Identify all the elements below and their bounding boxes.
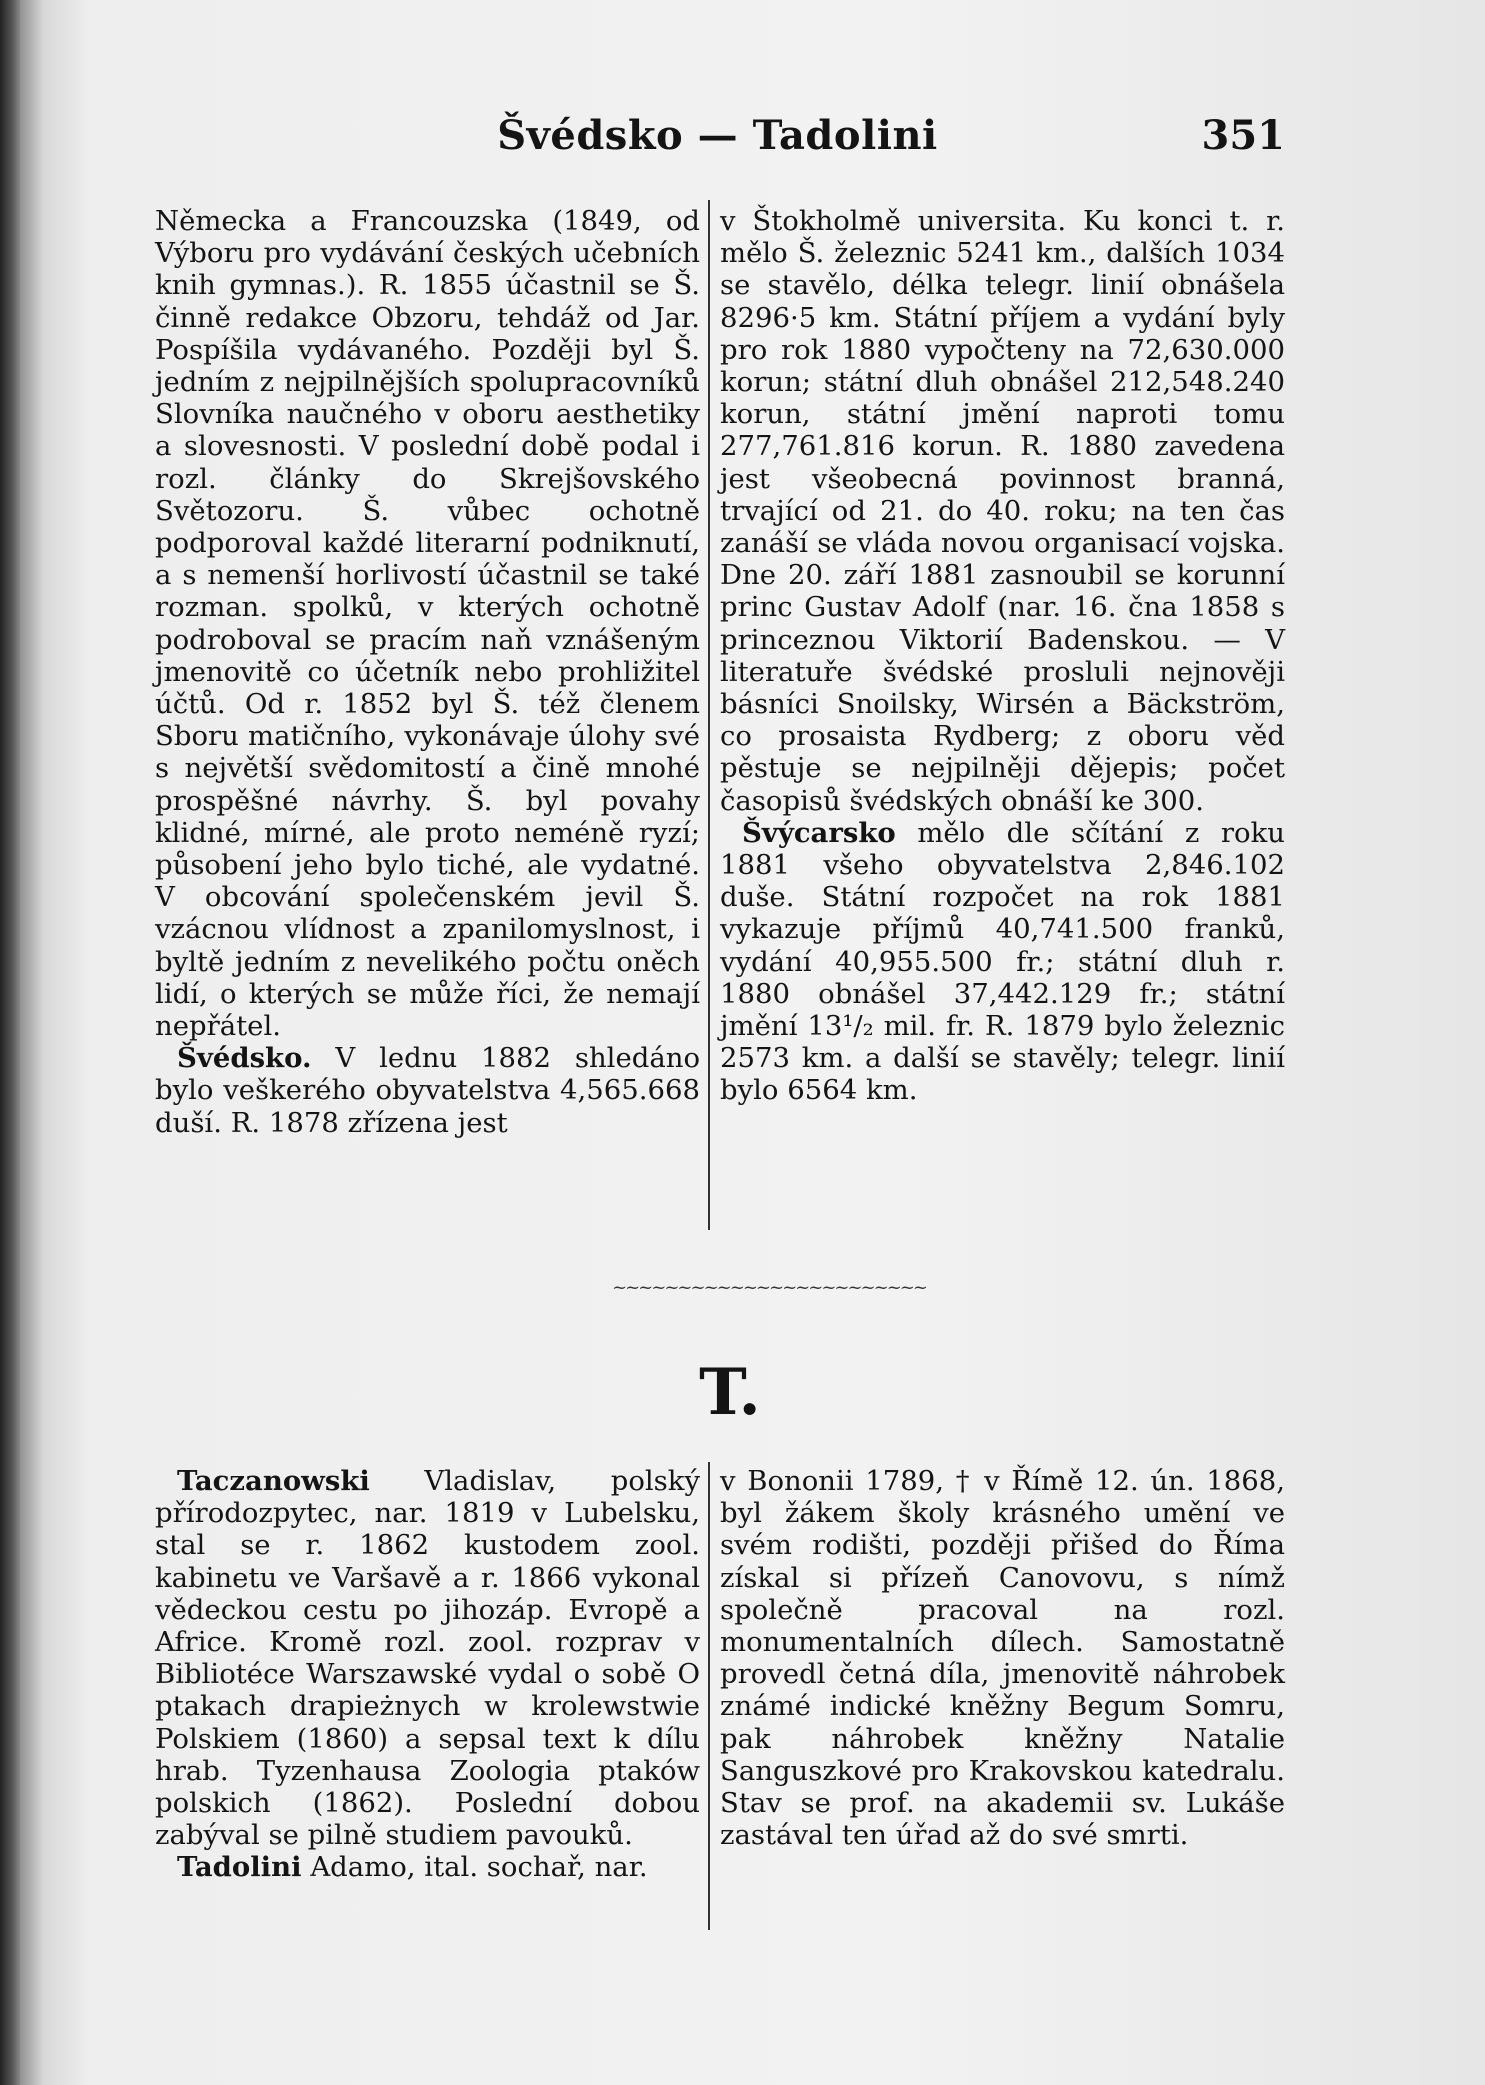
left-column-bottom	[155, 1465, 700, 1884]
header-title: Švédsko — Tadolini	[497, 112, 938, 159]
column-divider-bottom	[708, 1462, 710, 1930]
right-column-top	[720, 205, 1285, 1107]
entry-text: Adamo, ital. sochař, nar.	[310, 1851, 648, 1884]
entry-headword: Taczanowski	[177, 1465, 370, 1497]
page-number: 351	[1201, 112, 1285, 159]
entry-taczanowski	[155, 1465, 700, 1851]
entry-continuation-right: v Bononii 1789, † v Římě 12. ún. 1868, byl žákem školy krásného umění ve svém rodišti, později přišed do Říma získal si přízeň Canovovu, s nímž společně pracoval na rozl. monumentalních dílech. Samostatně provedl četná díla, jmenovitě náhrobek známé indické kněžny Begum Somru, pak náhrobek kněžny Natalie Sanguszkové pro Krakovskou katedralu. Stav se prof. na akademii sv. Lukáše zastával ten úřad až do své smrti.	[720, 1465, 1285, 1852]
entry-headword: Švýcarsko	[742, 816, 896, 849]
book-spine-shadow	[0, 0, 20, 2085]
section-divider-ornament: ~~~~~~~~~~~~~~~~~~~~~~~~	[612, 1277, 926, 1298]
running-header	[150, 112, 1285, 164]
entry-headword: Tadolini	[177, 1851, 302, 1884]
left-column-top	[155, 205, 700, 1139]
entry-text: Vladislav, polský přírodozpytec, nar. 1819 v Lubelsku, stal se r. 1862 kustodem zool. kabinetu ve Varšavě a r. 1866 vykonal vědeckou cestu po jihozáp. Evropě a Africe. Kromě rozl. zool. rozprav v Bibliotéce Warszawské vydal o sobě O ptakach drapieżnych w krolewstwie Polskiem (1860) a sepsal text k dílu hrab. Tyzenhausa Zoologia ptaków polskich (1862). Poslední dobou zabýval se pilně studiem pavouků.	[155, 1465, 700, 1852]
entry-headword: Švédsko.	[177, 1042, 312, 1075]
entry-svedsko	[155, 1042, 700, 1139]
section-letter: T.	[699, 1355, 761, 1430]
column-divider-top	[708, 200, 710, 1230]
entry-text: mělo dle sčítání z roku 1881 všeho obyvatelstva 2,846.102 duše. Státní rozpočet na rok 1881 vykazuje příjmů 40,741.500 franků, vydání 40,955.500 fr.; státní dluh r. 1880 obnášel 37,442.129 fr.; státní jmění 13¹/₂ mil. fr. R. 1879 bylo železnic 2573 km. a další se stavěly; telegr. linií bylo 6564 km.	[720, 816, 1285, 1107]
entry-text: V lednu 1882 shledáno bylo veškerého obyvatelstva 4,565.668 duší. R. 1878 zřízena jest	[155, 1042, 700, 1139]
entry-continuation: Německa a Francouzska (1849, od Výboru pro vydávání českých učebních knih gymnas.). R. 1855 účastnil se Š. činně redakce Obzoru, tehdáž od Jar. Pospíšila vydávaného. Později byl Š. jedním z nejpilnějších spolupracovníků Slovníka naučného v oboru aesthetiky a slovesnosti. V poslední době podal i rozl. články do Skrejšovského Světozoru. Š. vůbec ochotně podporoval každé literarní podniknutí, a s nemenší horlivostí účastnil se také rozman. spolků, v kterých ochotně podroboval se pracím naň vznášeným jmenovitě co účetník nebo prohližitel účtů. Od r. 1852 byl Š. též členem Sboru matičního, vykonávaje úlohy své s největší svědomitostí a čině mnohé prospěšné návrhy. Š. byl povahy klidné, mírné, ale proto neméně ryzí; působení jeho bylo tiché, ale vydatné. V obcování společenském jevil Š. vzácnou vlídnost a zpanilomyslnost, i byltě jedním z nevelikého počtu oněch lidí, o kterých se může říci, že nemají nepřátel.	[155, 205, 700, 1043]
entry-tadolini	[155, 1851, 700, 1883]
entry-continuation-right: v Štokholmě universita. Ku konci t. r. mělo Š. železnic 5241 km., dalších 1034 se stavělo, délka telegr. linií obnášela 8296·5 km. Státní příjem a vydání byly pro rok 1880 vypočteny na 72,630.000 korun; státní dluh obnášel 212,548.240 korun, státní jmění naproti tomu 277,761.816 korun. R. 1880 zavedena jest všeobecná povinnost branná, trvající od 21. do 40. roku; na ten čas zanáší se vláda novou organisací vojska. Dne 20. září 1881 zasnoubil se korunní princ Gustav Adolf (nar. 16. čna 1858 s princeznou Viktorií Badenskou. — V literatuře švédské prosluli nejnověji básníci Snoilsky, Wirsén a Bäckström, co prosaista Rydberg; z oboru věd pěstuje se nejpilněji dějepis; počet časopisů švédských obnáší ke 300.	[720, 205, 1285, 817]
entry-svycarsko	[720, 817, 1285, 1107]
right-column-bottom	[720, 1465, 1285, 1851]
